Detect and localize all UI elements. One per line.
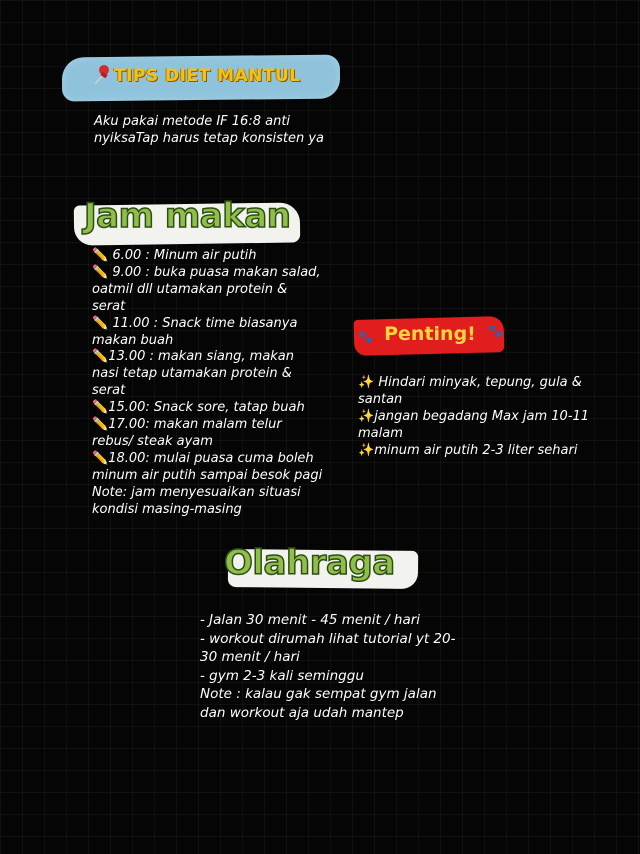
pushpin-icon xyxy=(92,64,112,86)
pencil-icon: ✏️ xyxy=(92,400,109,416)
list-item: ✨jangan begadang Max jam 10-11 malam xyxy=(358,409,590,441)
meal-schedule xyxy=(92,248,324,519)
paw-icon: 🐾 xyxy=(358,330,373,344)
list-item: - gym 2-3 kali seminggu xyxy=(200,667,364,684)
list-item: ✏️ 6.00 : Minum air putih xyxy=(92,248,257,263)
list-item: ✏️13.00 : makan siang, makan nasi tetap utamakan protein & serat xyxy=(92,349,295,399)
penting-title: Penting! xyxy=(384,323,476,345)
list-item: ✏️17.00: makan malam telur rebus/ steak ayam xyxy=(92,417,282,449)
sparkle-icon: ✨ xyxy=(358,409,375,424)
list-item: ✏️ 11.00 : Snack time biasanya makan buah xyxy=(92,315,298,348)
pencil-icon: ✏️ xyxy=(92,315,109,331)
olahraga-list xyxy=(200,611,460,722)
sparkle-icon: ✨ xyxy=(358,443,375,458)
list-item: - Jalan 30 menit - 45 menit / hari xyxy=(200,612,421,628)
sparkle-icon: ✨ xyxy=(358,375,375,390)
intro-text: Aku pakai metode IF 16:8 anti nyiksaTap harus tetap konsisten ya xyxy=(94,114,324,146)
list-item: ✏️15.00: Snack sore, tatap buah xyxy=(92,400,305,416)
pencil-icon: ✏️ xyxy=(92,417,109,433)
olahraga-title: Olahraga xyxy=(224,543,395,583)
olahraga-note: Note : kalau gak sempat gym jalan dan workout aja udah mantep xyxy=(200,686,437,721)
list-item: - workout dirumah lihat tutorial yt 20-30 menit / hari xyxy=(200,630,456,665)
list-item: ✨minum air putih 2-3 liter sehari xyxy=(358,443,578,458)
tips-title: TIPS DIET MANTUL xyxy=(114,66,301,86)
list-item: ✏️ 9.00 : buka puasa makan salad, oatmil dll utamakan protein & serat xyxy=(92,264,321,314)
list-item: ✨ Hindari minyak, tepung, gula & santan xyxy=(358,375,582,407)
paw-icon: 🐾 xyxy=(488,324,503,338)
pencil-icon: ✏️ xyxy=(92,349,109,365)
penting-list xyxy=(358,374,598,459)
pencil-icon: ✏️ xyxy=(92,264,109,280)
pencil-icon: ✏️ xyxy=(92,450,109,466)
pencil-icon: ✏️ xyxy=(92,248,109,263)
jam-makan-title: Jam makan xyxy=(84,196,291,236)
list-item: ✏️18.00: mulai puasa cuma boleh minum air putih sampai besok pagi xyxy=(92,450,323,483)
schedule-note: Note: jam menyesuaikan situasi kondisi masing-masing xyxy=(92,484,301,517)
